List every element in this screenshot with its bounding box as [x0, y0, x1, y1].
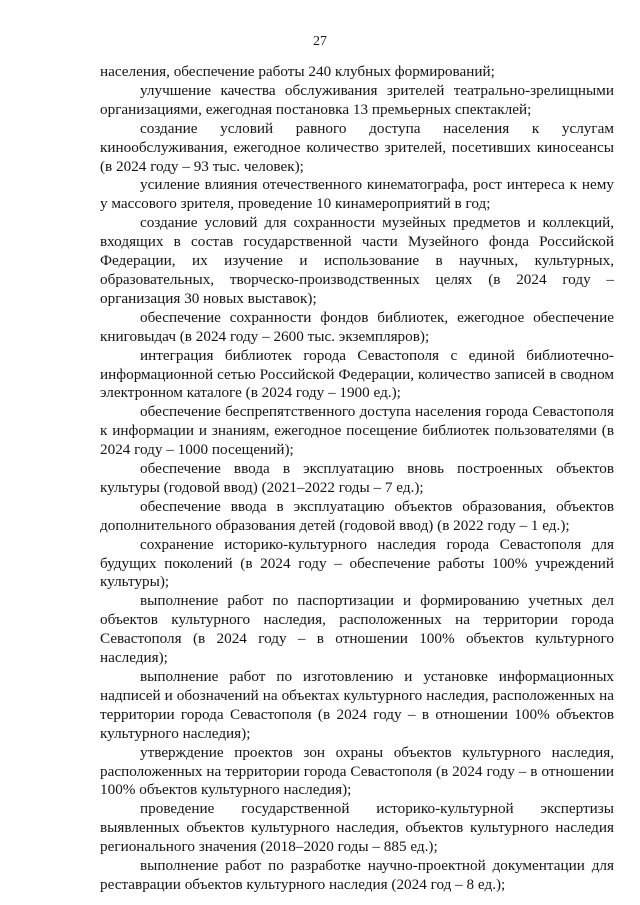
paragraph: интеграция библиотек города Севастополя с единой библиотечно-информационной сетью Российской Федерации, количество записей в сводном электронном каталоге (в 2024 году – 1900 ед.);	[100, 346, 614, 402]
paragraph: обеспечение беспрепятственного доступа населения города Севастополя к информации и знаниям, ежегодное посещение библиотек пользователями (в 2024 году – 1000 посещений);	[100, 403, 614, 459]
paragraph: улучшение качества обслуживания зрителей театрально-зрелищными организациями, ежегодная постановка 13 премьерных спектаклей;	[100, 81, 614, 118]
paragraph: населения, обеспечение работы 240 клубных формирований;	[100, 63, 495, 80]
paragraph: обеспечение ввода в эксплуатацию объектов образования, объектов дополнительного образования детей (годовой ввод) (в 2022 году – 1 ед.);	[100, 497, 614, 534]
paragraph: выполнение работ по паспортизации и формированию учетных дел объектов культурного наследия, расположенных на территории города Севастополя (в 2024 году – в отношении 100% объектов культурного наследия);	[100, 592, 614, 667]
paragraph: обеспечение ввода в эксплуатацию вновь построенных объектов культуры (годовой ввод) (2021–2022 годы – 7 ед.);	[100, 460, 614, 496]
paragraph: усиление влияния отечественного кинематографа, рост интереса к нему у массового зрителя, проведение 10 кинамероприятий в год;	[100, 176, 614, 213]
document-body	[100, 63, 614, 895]
paragraph: проведение государственной историко-культурной экспертизы выявленных объектов культурного наследия, объектов культурного наследия регионального значения (2018–2020 годы – 885 ед.);	[100, 800, 614, 856]
paragraph: обеспечение сохранности фондов библиотек, ежегодное обеспечение книговыдач (в 2024 году – 2600 тыс. экземпляров);	[100, 308, 614, 345]
paragraph: создание условий для сохранности музейных предметов и коллекций, входящих в состав государственной части Музейного фонда Российской Федерации, их изучение и использование в научных, культурных, образовательных, творческо-производственных целях (в 2024 году – организация 30 новых выставок);	[100, 214, 614, 307]
paragraph: выполнение работ по изготовлению и установке информационных надписей и обозначений на объектах культурного наследия, расположенных на территории города Севастополя (в 2024 году – в отношении 100% объектов культурного наследия);	[100, 668, 614, 742]
paragraph: создание условий равного доступа населения к услугам кинообслуживания, ежегодное количество зрителей, посетивших киносеансы (в 2024 году – 93 тыс. человек);	[100, 119, 614, 175]
page-number: 27	[313, 34, 327, 49]
paragraph: сохранение историко-культурного наследия города Севастополя для будущих поколений (в 2024 году – обеспечение работы 100% учреждений культуры);	[100, 535, 614, 591]
paragraph: утверждение проектов зон охраны объектов культурного наследия, расположенных на территории города Севастополя (в 2024 году – в отношении 100% объектов культурного наследия);	[100, 743, 614, 799]
paragraph: выполнение работ по разработке научно-проектной документации для реставрации объектов культурного наследия (2024 год – 8 ед.);	[100, 857, 614, 893]
